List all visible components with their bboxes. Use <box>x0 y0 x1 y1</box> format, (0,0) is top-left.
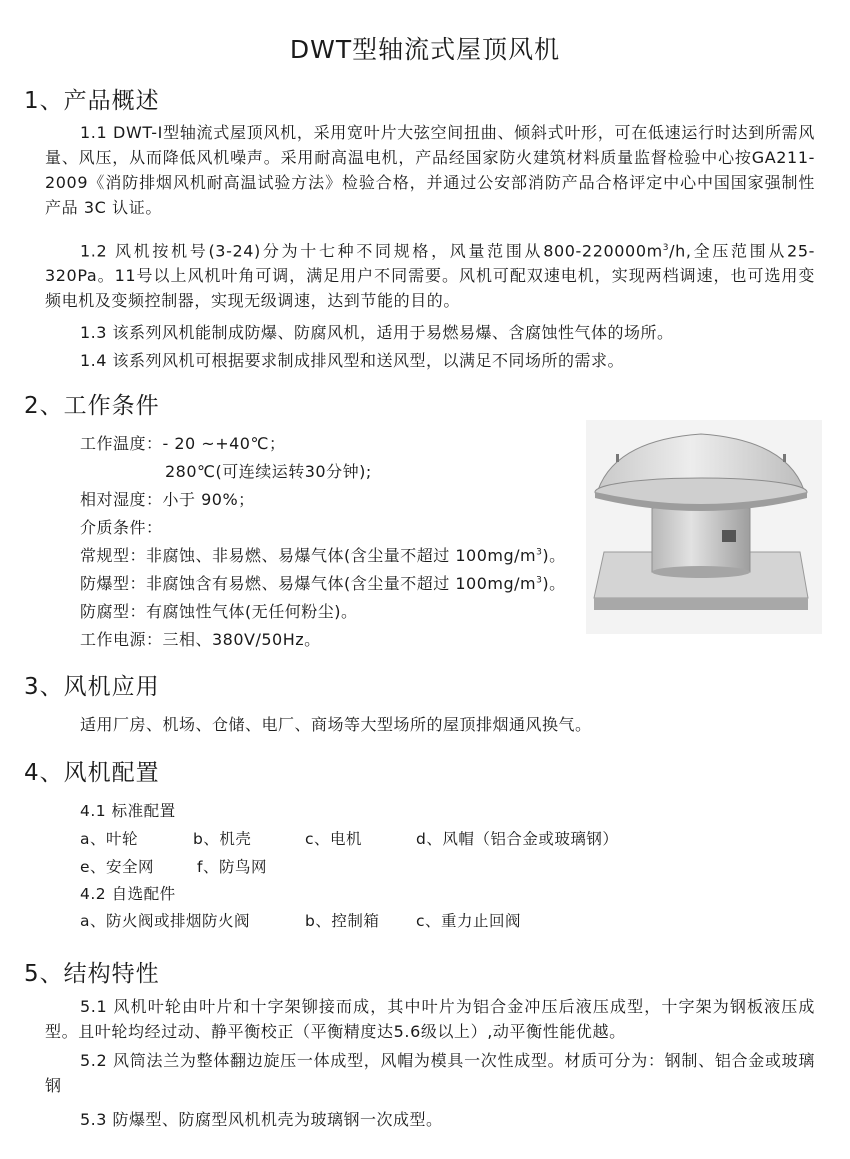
roof-fan-photo <box>586 420 822 634</box>
config-item: e、安全网 <box>80 858 155 876</box>
medium-normal-b: )。 <box>542 546 566 565</box>
power-supply: 工作电源：三相、380V/50Hz。 <box>80 630 321 649</box>
para-1-3: 1.3 该系列风机能制成防爆、防腐风机，适用于易燃易爆、含腐蚀性气体的场所。 <box>80 323 674 342</box>
page-title: DWT型轴流式屋顶风机 <box>289 35 561 64</box>
optional-parts-label: 4.2 自选配件 <box>80 885 176 903</box>
para-1-2-b: /h,全压范围从25-320Pa。11号以上风机叶角可调，满足用户不同需要。风机可配双速电机，实现两档调速，也可选用变频电机及变频控制器，实现无级调速，达到节能的目的。 <box>45 241 815 311</box>
humidity: 相对湿度：小于 90%； <box>80 490 255 509</box>
para-1-4: 1.4 该系列风机可根据要求制成排风型和送风型，以满足不同场所的需求。 <box>80 351 625 370</box>
para-1-2-a: 1.2 风机按机号(3-24)分为十七种不同规格，风量范围从800-220000m <box>80 241 663 261</box>
standard-config-label: 4.1 标准配置 <box>80 802 176 820</box>
section-5-heading: 5、结构特性 <box>24 961 160 987</box>
medium-explosion <box>80 571 566 594</box>
optional-item: b、控制箱 <box>305 912 380 930</box>
section-3-heading: 3、风机应用 <box>24 674 160 700</box>
para-5-3: 5.3 防爆型、防腐型风机机壳为玻璃钢一次成型。 <box>80 1110 443 1129</box>
medium-explosion-b: )。 <box>542 574 566 593</box>
application-text: 适用厂房、机场、仓储、电厂、商场等大型场所的屋顶排烟通风换气。 <box>80 715 592 734</box>
config-item: a、叶轮 <box>80 830 138 848</box>
medium-explosion-sup: 3 <box>536 575 543 586</box>
medium-normal-sup: 3 <box>536 547 543 558</box>
medium-label: 介质条件： <box>80 518 163 537</box>
medium-normal <box>80 543 566 566</box>
para-5-1: 5.1 风机叶轮由叶片和十字架铆接而成，其中叶片为铝合金冲压后液压成型，十字架为钢板液压成型。且叶轮均经过动、静平衡校正（平衡精度达5.6级以上）,动平衡性能优越。 <box>45 997 815 1041</box>
para-1-2 <box>45 236 815 313</box>
roof-fan-icon <box>586 420 822 634</box>
section-1-heading: 1、产品概述 <box>24 88 160 114</box>
section-4-heading: 4、风机配置 <box>24 760 160 786</box>
config-item: c、电机 <box>305 830 363 848</box>
config-item: f、防鸟网 <box>197 858 267 876</box>
medium-corrosion: 防腐型：有腐蚀性气体(无任何粉尘)。 <box>80 602 358 621</box>
work-temp-high: 280℃(可连续运转30分钟); <box>165 462 372 481</box>
medium-explosion-a: 防爆型：非腐蚀含有易燃、易爆气体(含尘量不超过 100mg/m <box>80 574 537 593</box>
medium-normal-a: 常规型：非腐蚀、非易燃、易爆气体(含尘量不超过 100mg/m <box>80 546 537 565</box>
config-item: b、机壳 <box>193 830 252 848</box>
para-5-2: 5.2 风筒法兰为整体翻边旋压一体成型，风帽为模具一次性成型。材质可分为：钢制、铝合金或玻璃钢 <box>45 1051 815 1095</box>
section-2-heading: 2、工作条件 <box>24 393 160 419</box>
para-1-2-sup: 3 <box>662 243 670 253</box>
para-1-1: 1.1 DWT-I型轴流式屋顶风机，采用宽叶片大弦空间扭曲、倾斜式叶形，可在低速运行时达到所需风量、风压，从而降低风机噪声。采用耐高温电机，产品经国家防火建筑材料质量监督检验中心按GA211-2009《消防排烟风机耐高温试验方法》检验合格，并通过公安部消防产品合格评定中心中国国家强制性产品 3C 认证。 <box>45 123 815 217</box>
optional-item: c、重力止回阀 <box>416 912 522 930</box>
optional-item: a、防火阀或排烟防火阀 <box>80 912 250 930</box>
config-item: d、风帽（铝合金或玻璃钢） <box>416 830 619 848</box>
work-temp: 工作温度：- 20 ~+40℃； <box>80 434 286 453</box>
